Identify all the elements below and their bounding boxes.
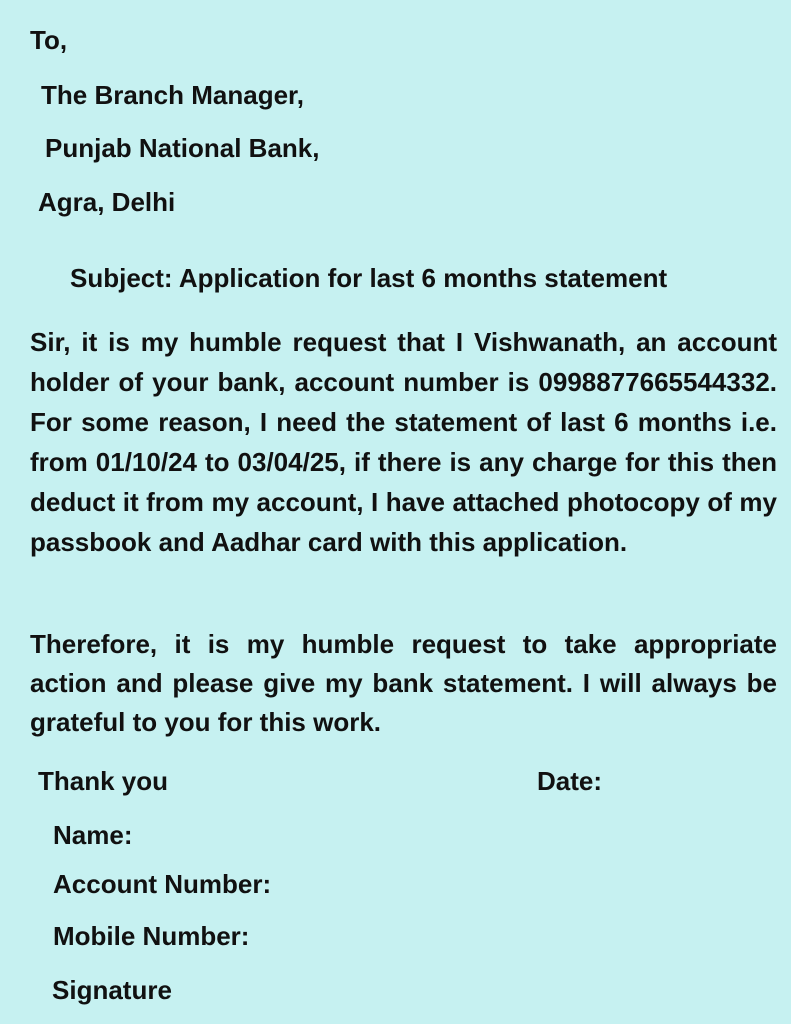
recipient-title: The Branch Manager,	[41, 80, 304, 110]
date-label: Date:	[537, 766, 603, 796]
account-number-label: Account Number:	[53, 869, 272, 899]
name-label: Name:	[53, 820, 133, 850]
body-paragraph-2: Therefore, it is my humble request to take appropriate action and please give my bank statement. I will always be grateful to you for this work.	[30, 629, 777, 737]
closing: Thank you	[38, 766, 169, 796]
body-paragraph-1: Sir, it is my humble request that I Vishwanath, an account holder of your bank, account number is 0998877665544332. For some reason, I need the statement of last 6 months i.e. from 01/10/24 to 03/04/25, if there is any charge for this then deduct it from my account, I have attached photocopy of my passbook and Aadhar card with this application.	[30, 327, 777, 557]
salutation: To,	[30, 25, 68, 55]
mobile-number-label: Mobile Number:	[53, 921, 250, 951]
subject-line: Subject: Application for last 6 months statement	[70, 263, 668, 293]
location: Agra, Delhi	[38, 187, 176, 217]
signature-label: Signature	[52, 975, 172, 1005]
bank-name: Punjab National Bank,	[45, 133, 320, 163]
